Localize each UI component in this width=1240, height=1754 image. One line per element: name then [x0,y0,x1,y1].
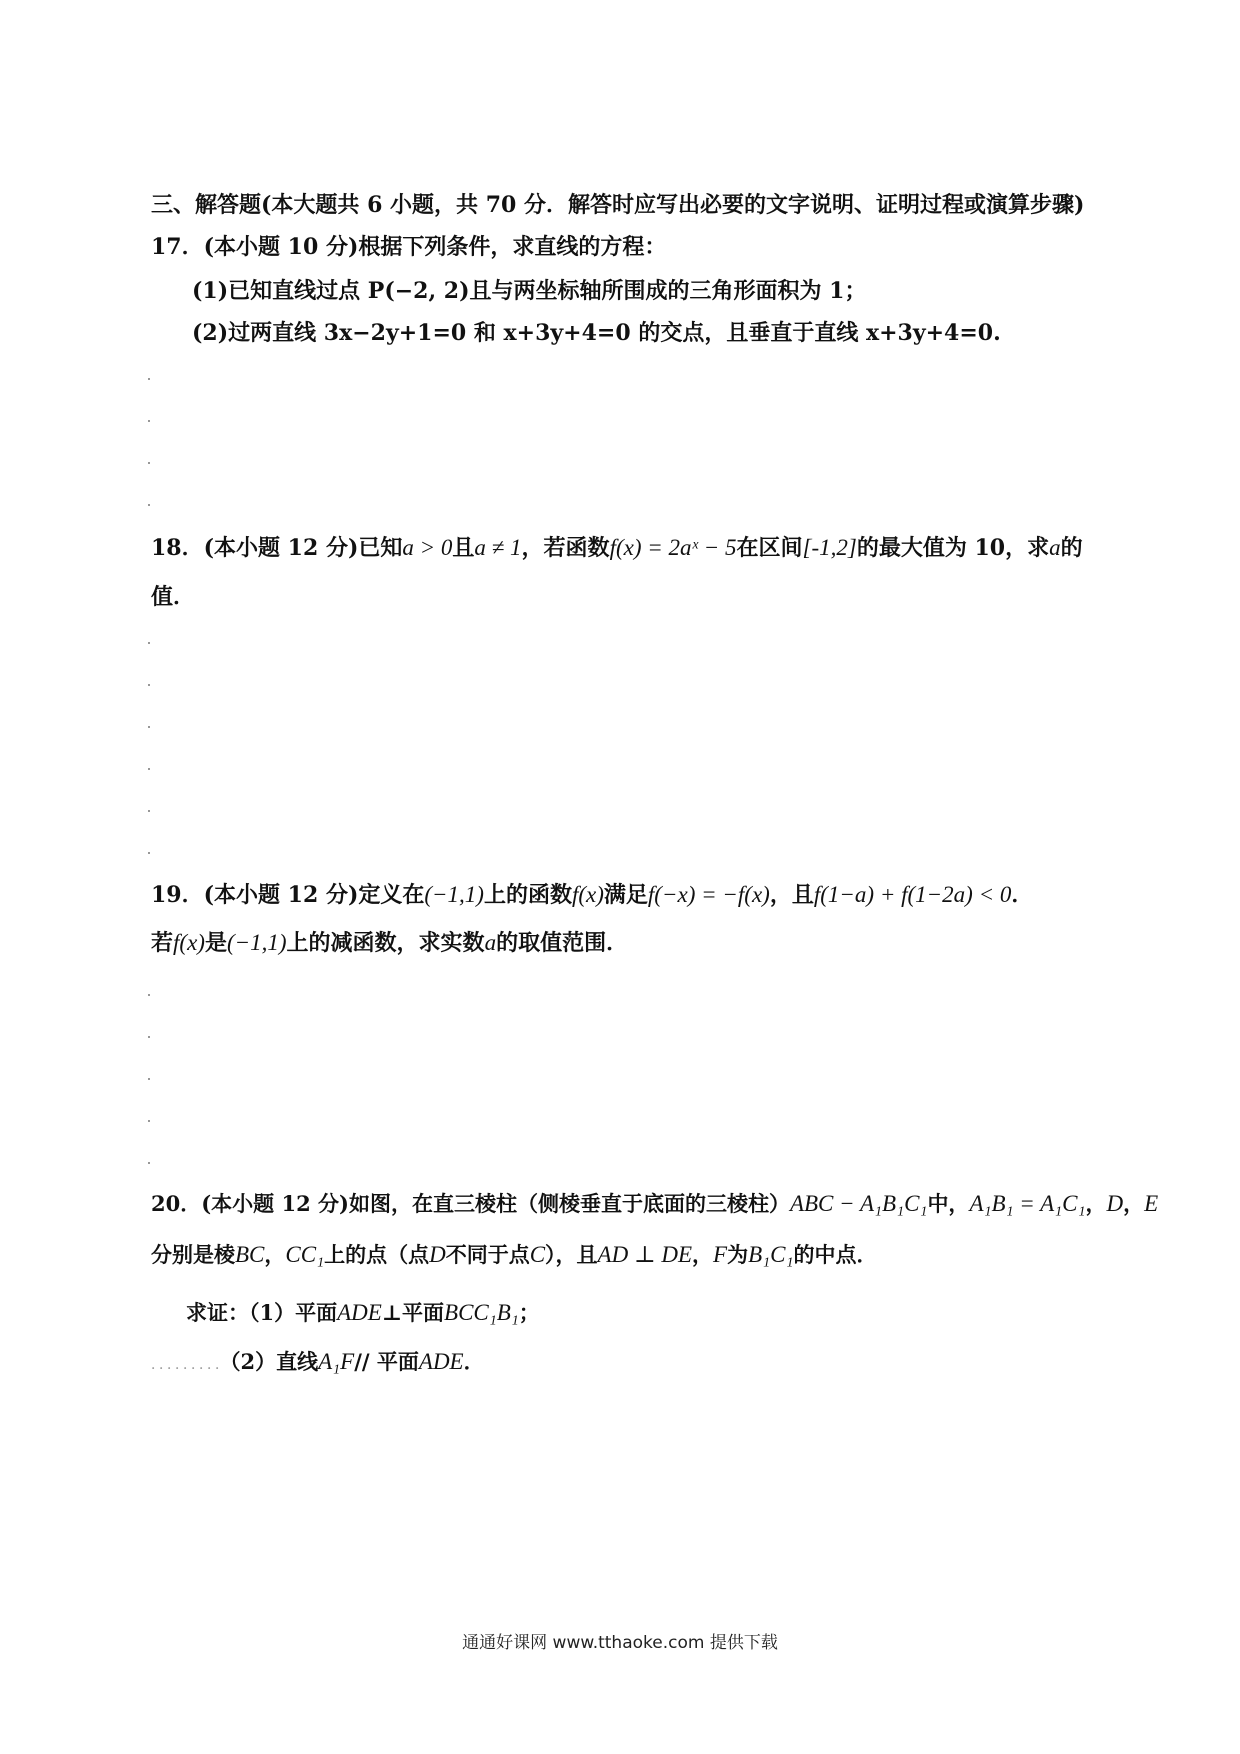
leader-dots: ．．．．．．．．． [151,1357,230,1373]
math-plane-ade: ADE [418,1349,464,1374]
margin-dot [148,726,150,728]
margin-dot [148,1078,150,1080]
q20-line2: 分别是棱BC，CC₁上的点（点D不同于点C），且AD ⊥ DE，F为B₁C₁的中点． [151,1242,878,1267]
math-a-positive: a > 0 [402,535,453,560]
section-title: 三、解答题(本大题共 6 小题，共 70 分．解答时应写出必要的文字说明、证明过程或演算步骤) [151,192,1085,218]
q20-line1: 20．(本小题 12 分)如图，在直三棱柱（侧棱垂直于底面的三棱柱）ABC − A₁B₁C₁中，A₁B₁ = A₁C₁，D，E [151,1191,1159,1216]
math-interval: [-1,2] [802,535,857,560]
margin-dot [148,462,150,464]
margin-dot [148,378,150,380]
margin-dot [148,420,150,422]
q17-part1: (1)已知直线过点 P(−2, 2)且与两坐标轴所围成的三角形面积为 1； [192,278,867,304]
margin-dot [148,768,150,770]
math-point-c: C [529,1242,546,1267]
margin-dot [148,504,150,506]
q20-proof2: ．．．．．．．．．（2）直线A₁F// 平面ADE． [151,1349,485,1374]
q20-proof1: 求证：（1）平面ADE⊥平面BCC₁B₁； [186,1300,540,1325]
math-fx: f(x) [173,930,205,955]
math-point-d: D [429,1242,446,1267]
margin-dot [148,810,150,812]
math-bc: BC [235,1242,265,1267]
margin-dot [148,1162,150,1164]
margin-dot [148,994,150,996]
margin-dot [148,852,150,854]
math-odd-condition: f(−x) = −f(x) [647,882,770,907]
math-a: a [1049,535,1061,560]
math-b1c1: B₁C₁ [748,1242,794,1267]
margin-dot [148,642,150,644]
math-point-f: F [713,1242,728,1267]
math-point-d: D [1106,1191,1124,1216]
math-prism: ABC − A₁B₁C₁ [789,1191,928,1216]
math-plane-bcc1b1: BCC₁B₁ [444,1300,519,1325]
math-equal-edges: A₁B₁ = A₁C₁ [969,1191,1086,1216]
margin-dot [148,684,150,686]
math-a-not-one: a ≠ 1 [474,535,522,560]
math-inequality: f(1−a) + f(1−2a) < 0 [813,882,1012,907]
math-point-e: E [1144,1191,1159,1216]
q17-header: 17．(本小题 10 分)根据下列条件，求直线的方程： [151,234,667,260]
q19-line2: 若f(x)是(−1,1)上的减函数，求实数a的取值范围． [151,930,629,956]
q19-line1: 19．(本小题 12 分)定义在(−1,1)上的函数f(x)满足f(−x) = −f(x)，且f(1−a) + f(1−2a) < 0． [151,882,1034,908]
math-domain: (−1,1) [424,882,484,907]
math-domain: (−1,1) [226,930,287,955]
q18-line1: 18．(本小题 12 分)已知a > 0且a ≠ 1，若函数f(x) = 2aˣ − 5在区间[-1,2]的最大值为 10，求a的 [151,535,1083,561]
math-a: a [484,930,497,955]
margin-dot [148,1036,150,1038]
margin-dot [148,1120,150,1122]
q18-line2: 值． [151,584,196,610]
math-function: f(x) = 2aˣ − 5 [609,535,737,560]
q17-part2: (2)过两直线 3x−2y+1=0 和 x+3y+4=0 的交点，且垂直于直线 x+3y+4=0. [192,320,1001,346]
math-perpendicular: AD ⊥ DE [597,1242,692,1267]
math-line-a1f: A₁F [318,1349,355,1374]
math-cc1: CC₁ [285,1242,325,1267]
footer-source: 通通好课网 www.tthaoke.com 提供下载 [462,1633,778,1653]
math-fx: f(x) [571,882,604,907]
math-plane-ade: ADE [337,1300,382,1325]
